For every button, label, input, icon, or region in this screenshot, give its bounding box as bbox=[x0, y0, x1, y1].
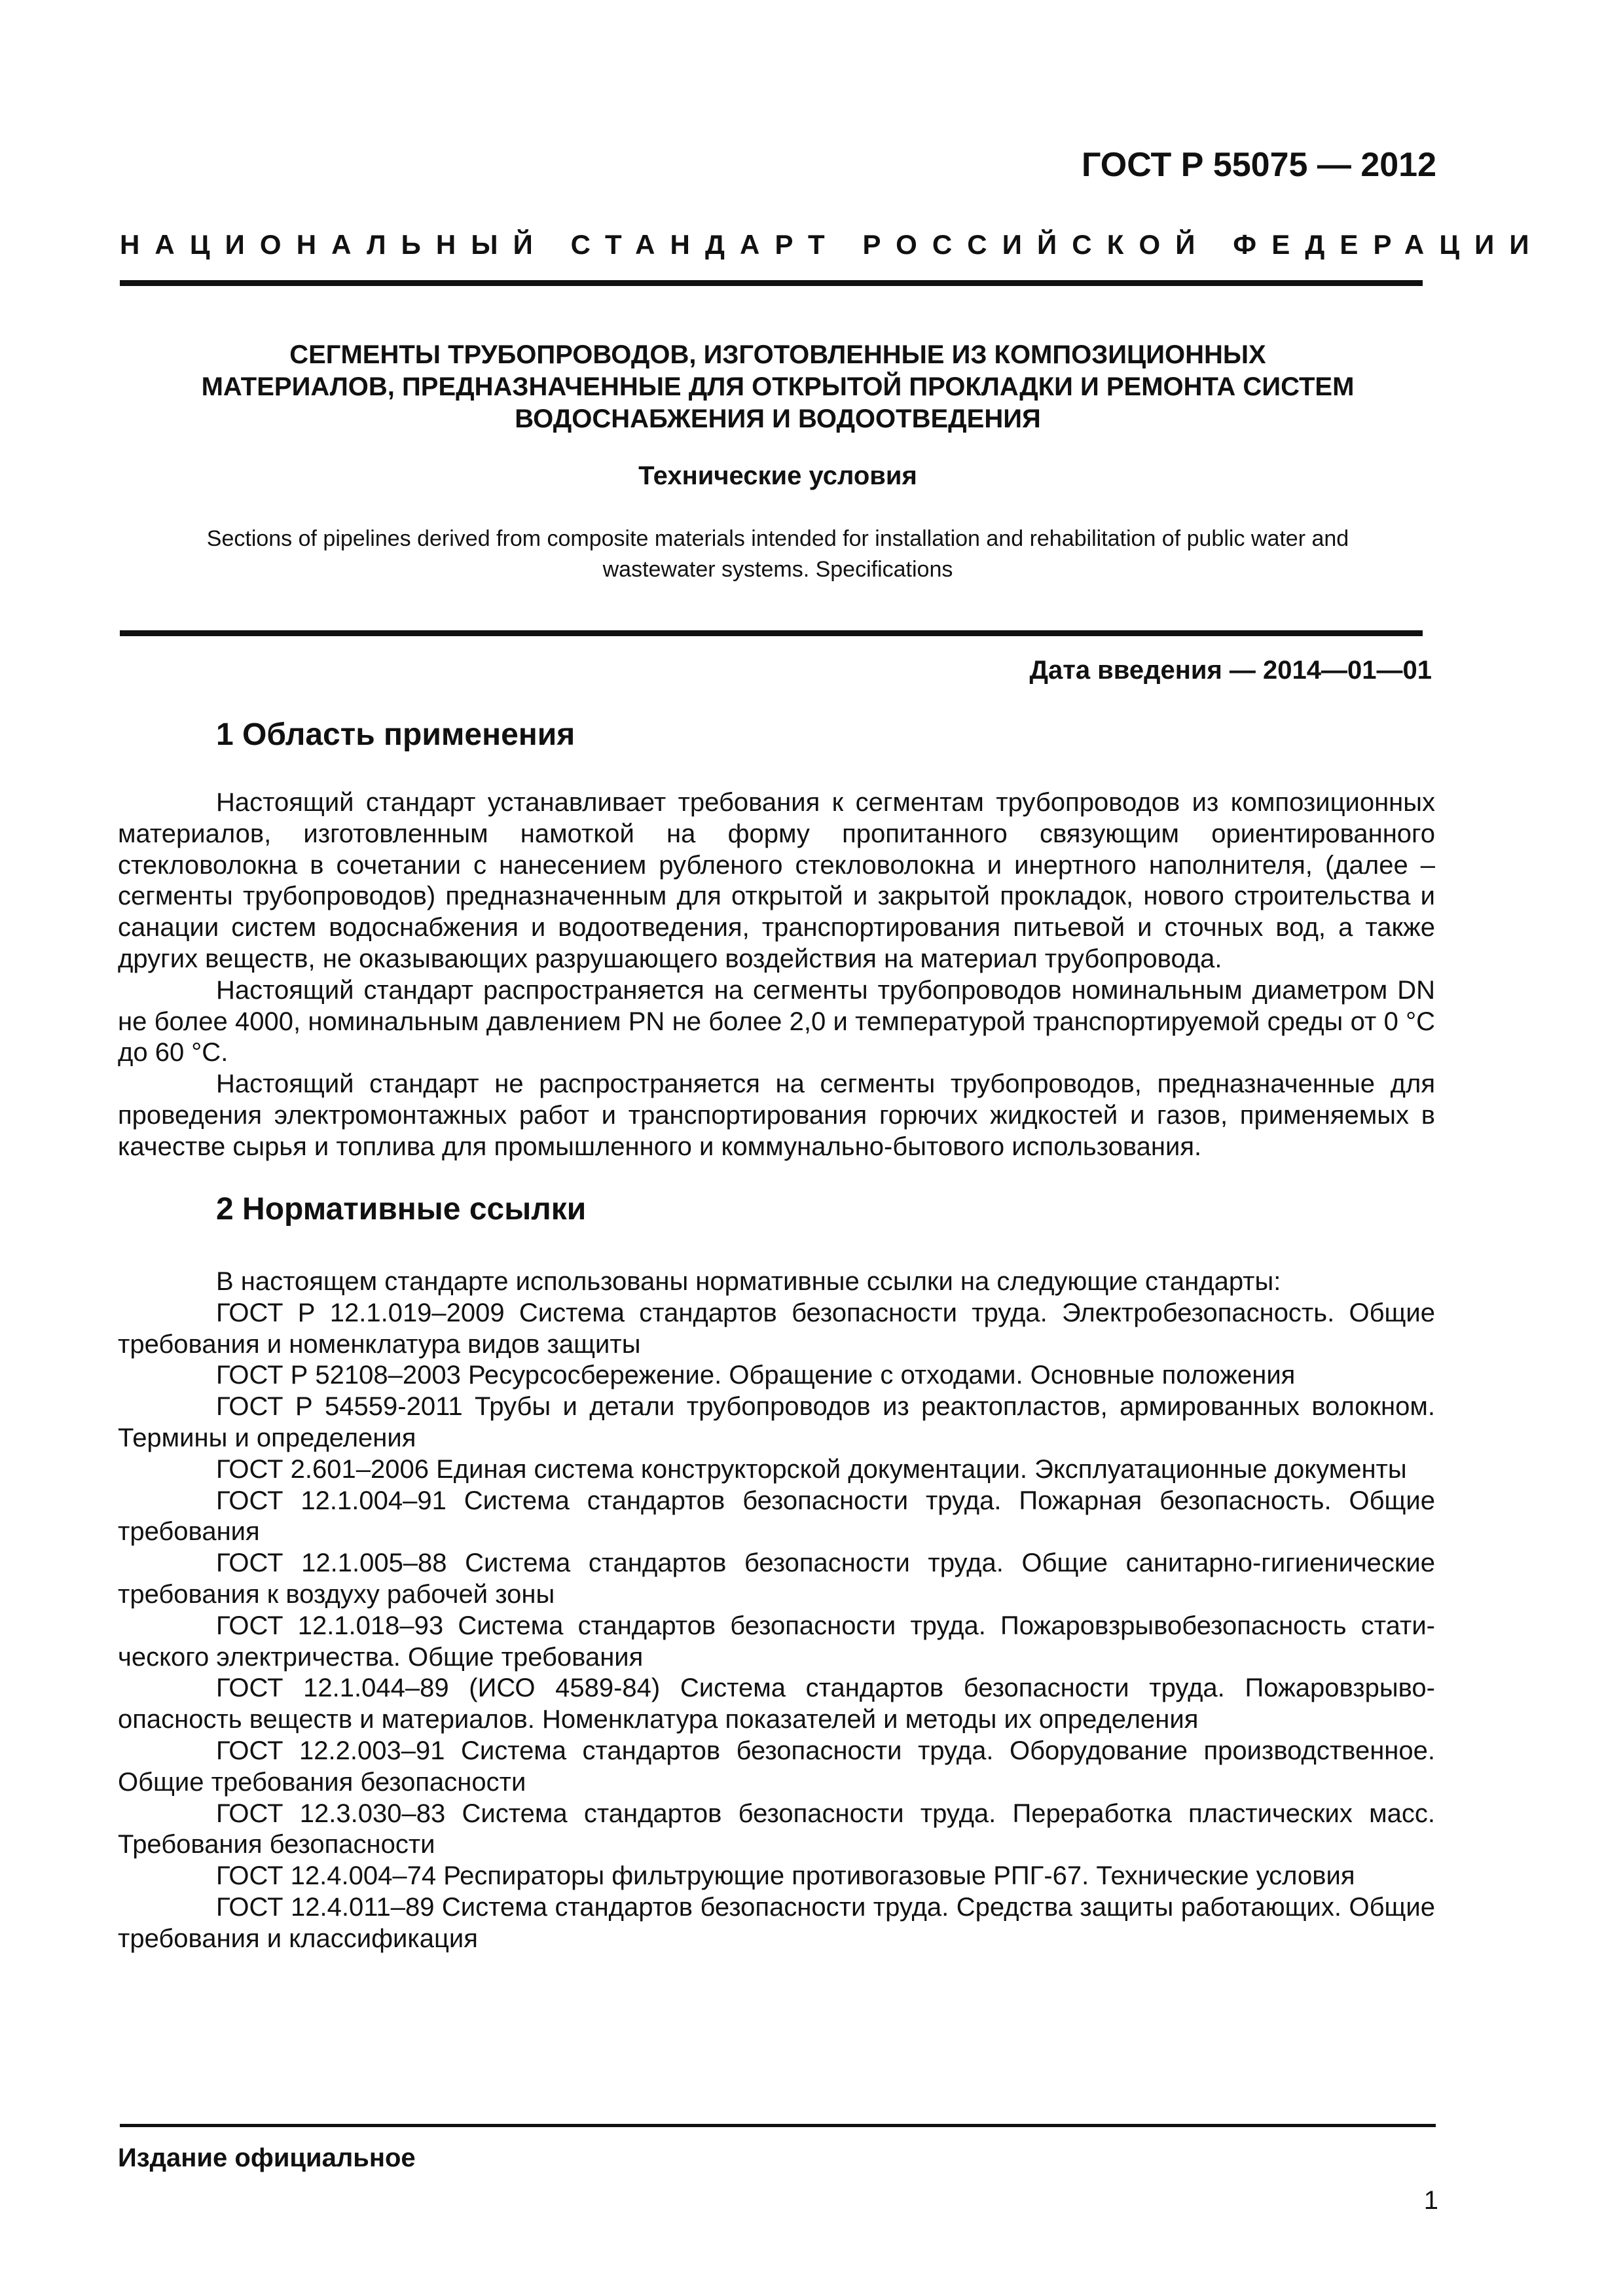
reference-item: ГОСТ Р 12.1.019–2009 Система стандартов безопасности труда. Электробезопасность. Общие требования и номенклатура видов защиты bbox=[118, 1298, 1435, 1359]
national-standard-banner: НАЦИОНАЛЬНЫЙ СТАНДАРТ РОССИЙСКОЙ ФЕДЕРАЦИИ bbox=[120, 229, 1544, 260]
english-title bbox=[120, 524, 1436, 585]
page-number: 1 bbox=[1423, 2186, 1438, 2215]
paragraph: Настоящий стандарт не распространяется на сегменты трубопроводов, предназначенные для проведения электромонтажных работ и транспортирования горючих жидкостей и газов, применяемых в качестве сырья и топлива для промышленного и коммунально-бытового использования. bbox=[118, 1069, 1435, 1161]
english-title-line: Sections of pipelines derived from composite materials intended for installation and rehabilitation of public water and bbox=[206, 526, 1349, 551]
title-line: СЕГМЕНТЫ ТРУБОПРОВОДОВ, ИЗГОТОВЛЕННЫЕ ИЗ КОМПОЗИЦИОННЫХ bbox=[289, 340, 1266, 369]
section-1-heading: 1 Область применения bbox=[216, 717, 575, 752]
english-title-line: wastewater systems. Specifications bbox=[602, 557, 953, 582]
reference-item: ГОСТ Р 54559-2011 Трубы и детали трубопроводов из реактопластов, армированных волокном. Термины и определения bbox=[118, 1392, 1435, 1452]
section-2-heading: 2 Нормативные ссылки bbox=[216, 1192, 587, 1227]
title-rule bbox=[120, 630, 1423, 636]
reference-item: ГОСТ 12.3.030–83 Система стандартов безопасности труда. Переработка пластических масс. Требования безопасности bbox=[118, 1799, 1435, 1859]
reference-item: ГОСТ 12.4.004–74 Респираторы фильтрующие противогазовые РПГ-67. Технические условия bbox=[216, 1861, 1355, 1891]
document-title bbox=[120, 339, 1436, 435]
standard-code: ГОСТ Р 55075 — 2012 bbox=[1081, 146, 1436, 184]
reference-item: ГОСТ 12.1.005–88 Система стандартов безопасности труда. Общие санитарно-гигиенические требования к воздуху рабочей зоны bbox=[118, 1549, 1435, 1609]
reference-item: ГОСТ 2.601–2006 Единая система конструкторской документации. Эксплуатационные документы bbox=[216, 1454, 1407, 1484]
title-line: МАТЕРИАЛОВ, ПРЕДНАЗНАЧЕННЫЕ ДЛЯ ОТКРЫТОЙ ПРОКЛАДКИ И РЕМОНТА СИСТЕМ bbox=[201, 372, 1355, 401]
reference-item: ГОСТ 12.2.003–91 Система стандартов безопасности труда. Оборудование производственное. Общие требования безопасности bbox=[118, 1736, 1435, 1797]
paragraph: Настоящий стандарт устанавливает требования к сегментам трубопроводов из композиционных материалов, изготовленным намоткой на форму пропитанного связующим ориентированного стекловолокна в сочетании с нанесением рубленого стекловолокна и инертного наполнителя, (далее – сегменты трубопроводов) предназначенным для открытой и закрытой прокладок, нового строительства и санации систем водоснабжения и водоотведения, транспортирования питьевой и сточных вод, а также других веществ, не оказывающих разрушающего воздействия на материал трубопровода. bbox=[118, 788, 1435, 973]
paragraph: В настоящем стандарте использованы нормативные ссылки на следующие стандарты: bbox=[216, 1267, 1281, 1296]
document-subtitle: Технические условия bbox=[638, 461, 917, 490]
introduction-date: Дата введения — 2014—01—01 bbox=[1029, 656, 1432, 685]
reference-item: ГОСТ 12.1.044–89 (ИСО 4589-84) Система стандартов безопасности труда. Пожаровзрывоопасность веществ и материалов. Номенклатура показателей и методы их определения bbox=[118, 1674, 1435, 1734]
section-1-body bbox=[118, 787, 1435, 1163]
paragraph: Настоящий стандарт распространяется на сегменты трубопроводов номинальным диаметром DN не более 4000, номинальным давлением PN не более 2,0 и температурой транспортируемой среды от 0 °С до 60 °С. bbox=[118, 975, 1435, 1067]
footer-rule bbox=[120, 2124, 1436, 2127]
reference-item: ГОСТ 12.1.018–93 Система стандартов безопасности труда. Пожаровзрывобезопасность статического электричества. Общие требования bbox=[118, 1611, 1435, 1672]
reference-item: ГОСТ 12.4.011–89 Система стандартов безопасности труда. Средства защиты работающих. Общие требования и классификация bbox=[118, 1892, 1435, 1953]
edition-label: Издание официальное bbox=[118, 2144, 416, 2172]
reference-item: ГОСТ Р 52108–2003 Ресурсосбережение. Обращение с отходами. Основные положения bbox=[216, 1361, 1296, 1390]
top-rule bbox=[120, 280, 1423, 286]
reference-item: ГОСТ 12.1.004–91 Система стандартов безопасности труда. Пожарная безопасность. Общие требования bbox=[118, 1486, 1435, 1547]
title-line: ВОДОСНАБЖЕНИЯ И ВОДООТВЕДЕНИЯ bbox=[515, 404, 1041, 433]
section-2-body bbox=[118, 1266, 1435, 1955]
